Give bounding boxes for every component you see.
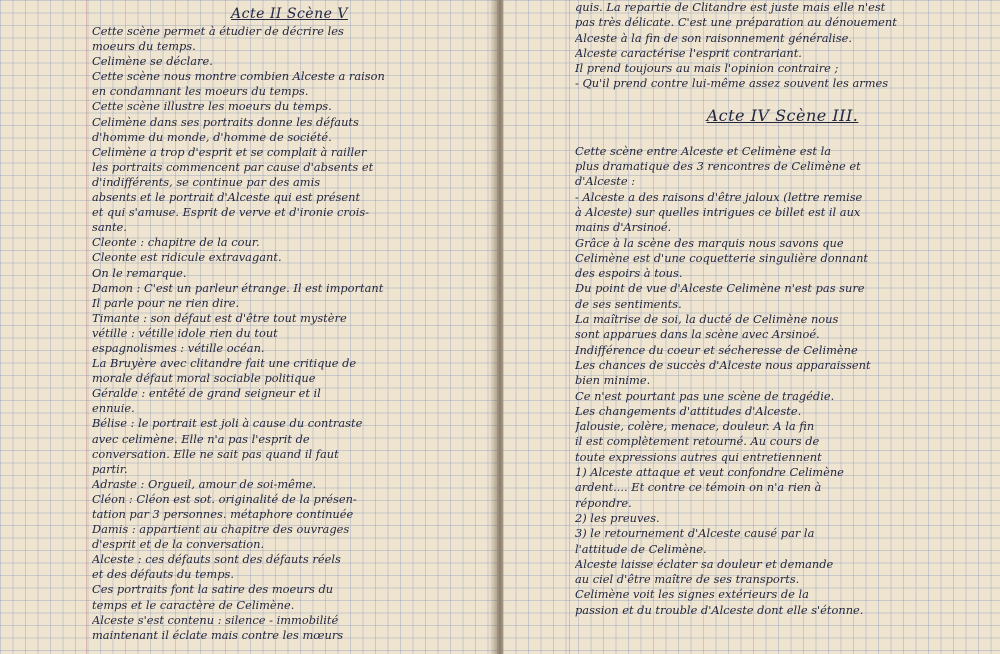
- handwritten-line: Ce n'est pourtant pas une scène de tragédie.: [575, 388, 835, 403]
- handwritten-line: Damis : appartient au chapitre des ouvrages: [92, 522, 350, 537]
- handwritten-line: passion et du trouble d'Alceste dont elle s'étonne.: [575, 602, 864, 617]
- handwritten-line: Timante : son défaut est d'être tout mystère: [92, 310, 347, 325]
- handwritten-line: absents et le portrait d'Alceste qui est présent: [92, 190, 361, 205]
- handwritten-line: ennuie.: [92, 401, 135, 416]
- handwritten-line: Celimène est d'une coquetterie singulière donnant: [575, 250, 868, 265]
- handwritten-line: Adraste : Orgueil, amour de soi-même.: [92, 476, 317, 491]
- handwritten-line: sont apparues dans la scène avec Arsinoé.: [575, 327, 820, 342]
- handwritten-line: pas très délicate. C'est une préparation au dénouement: [575, 15, 897, 30]
- handwritten-line: répondre.: [575, 495, 632, 510]
- handwritten-line: Celimène se déclare.: [92, 54, 213, 69]
- handwritten-line: - Alceste a des raisons d'être jaloux (lettre remise: [575, 189, 863, 204]
- handwritten-line: maintenant il éclate mais contre les mœurs: [92, 627, 344, 642]
- handwritten-line: plus dramatique des 3 rencontres de Celimène et: [575, 159, 861, 174]
- handwritten-line: et qui s'amuse. Esprit de verve et d'ironie crois-: [92, 205, 370, 220]
- handwritten-line: sante.: [92, 220, 127, 235]
- handwritten-line: des espoirs à tous.: [575, 266, 683, 281]
- handwritten-line: toute expressions autres qui entretiennent: [575, 449, 822, 464]
- handwritten-line: conversation. Elle ne sait pas quand il faut: [92, 446, 339, 461]
- handwritten-line: Cette scène permet à étudier de décrire les: [92, 24, 344, 38]
- right-continuation-block: [575, 0, 990, 92]
- handwritten-line: d'esprit et de la conversation.: [92, 537, 265, 552]
- handwritten-line: morale défaut moral sociable politique: [92, 371, 316, 386]
- handwritten-line: en condamnant les moeurs du temps.: [92, 84, 309, 99]
- handwritten-line: à Alceste) sur quelles intrigues ce billet est il aux: [575, 204, 861, 219]
- handwritten-line: Celimène a trop d'esprit et se complait à railler: [92, 144, 367, 159]
- handwritten-line: vétille : vétille idole rien du tout: [92, 325, 278, 340]
- handwritten-line: Cléon : Cléon est sot. originalité de la présen-: [92, 491, 357, 506]
- handwritten-line: Ces portraits font la satire des moeurs du: [92, 582, 334, 597]
- handwritten-line: d'Alceste :: [575, 174, 636, 189]
- right-heading: Acte IV Scène III.: [706, 105, 859, 125]
- handwritten-line: partir.: [92, 461, 128, 476]
- handwritten-line: On le remarque.: [92, 265, 187, 280]
- handwritten-line: Alceste à la fin de son raisonnement généralise.: [575, 30, 853, 45]
- handwritten-line: Les chances de succès d'Alceste nous apparaissent: [575, 357, 871, 372]
- handwritten-line: Géralde : entêté de grand seigneur et il: [92, 386, 321, 401]
- handwritten-line: Damon : C'est un parleur étrange. Il est important: [92, 280, 384, 295]
- handwritten-line: mains d'Arsinoé.: [575, 220, 672, 235]
- handwritten-line: Cette scène nous montre combien Alceste a raison: [92, 69, 385, 84]
- handwritten-line: Du point de vue d'Alceste Celimène n'est pas sure: [575, 281, 865, 296]
- handwritten-line: Il prend toujours au mais l'opinion contraire ;: [575, 61, 839, 76]
- handwritten-line: 2) les preuves.: [575, 510, 660, 525]
- handwritten-line: quis. La repartie de Clitandre est juste mais elle n'est: [575, 0, 886, 14]
- handwritten-line: Cette scène entre Alceste et Celimène est la: [575, 143, 832, 158]
- handwritten-line: Jalousie, colère, menace, douleur. A la fin: [575, 419, 815, 434]
- handwritten-line: ardent.... Et contre ce témoin on n'a rien à: [575, 480, 822, 495]
- handwritten-line: La maîtrise de soi, la ducté de Celimène nous: [575, 312, 839, 327]
- handwritten-line: d'homme du monde, d'homme de société.: [92, 129, 332, 144]
- handwritten-line: Bélise : le portrait est joli à cause du contraste: [92, 416, 363, 431]
- left-text-block: [92, 24, 487, 643]
- handwritten-line: 3) le retournement d'Alceste causé par la: [575, 526, 815, 541]
- handwritten-line: Il parle pour ne rien dire.: [92, 295, 240, 310]
- right-page: [503, 0, 1000, 654]
- handwritten-line: il est complètement retourné. Au cours de: [575, 434, 820, 449]
- left-margin-line: [86, 0, 87, 654]
- handwritten-line: l'attitude de Celimène.: [575, 541, 707, 556]
- handwritten-line: Cleonte est ridicule extravagant.: [92, 250, 282, 265]
- handwritten-line: les portraits commencent par cause d'absents et: [92, 159, 374, 174]
- handwritten-line: Celimène voit les signes extérieurs de la: [575, 587, 809, 602]
- right-text-block: [575, 144, 990, 618]
- handwritten-line: bien minime.: [575, 373, 651, 388]
- handwritten-line: Cleonte : chapitre de la cour.: [92, 235, 260, 250]
- handwritten-line: au ciel d'être maître de ses transports.: [575, 572, 800, 587]
- right-margin-line: [569, 0, 570, 654]
- handwritten-line: et des défauts du temps.: [92, 567, 234, 582]
- handwritten-line: 1) Alceste attaque et veut confondre Celimène: [575, 465, 844, 480]
- left-heading: Acte II Scène V: [231, 6, 348, 22]
- handwritten-line: de ses sentiments.: [575, 296, 682, 311]
- handwritten-line: La Bruyère avec clitandre fait une critique de: [92, 356, 357, 371]
- handwritten-line: Celimène dans ses portraits donne les défauts: [92, 114, 359, 129]
- handwritten-line: temps et le caractère de Celimène.: [92, 597, 295, 612]
- handwritten-line: tation par 3 personnes. métaphore continuée: [92, 507, 354, 521]
- handwritten-line: Indifférence du coeur et sécheresse de Celimène: [575, 342, 858, 357]
- handwritten-line: Alceste laisse éclater sa douleur et demande: [575, 556, 834, 571]
- handwritten-line: moeurs du temps.: [92, 39, 196, 54]
- handwritten-line: Les changements d'attitudes d'Alceste.: [575, 403, 802, 418]
- handwritten-line: espagnolismes : vétille océan.: [92, 340, 265, 355]
- handwritten-line: Alceste caractérise l'esprit contrariant.: [575, 45, 802, 60]
- handwritten-line: avec celimène. Elle n'a pas l'esprit de: [92, 431, 310, 446]
- handwritten-line: Grâce à la scène des marquis nous savons que: [575, 235, 844, 250]
- handwritten-line: d'indifférents, se continue par des amis: [92, 174, 321, 189]
- handwritten-line: Cette scène illustre les moeurs du temps.: [92, 99, 332, 114]
- handwritten-line: - Qu'il prend contre lui-même assez souvent les armes: [575, 76, 889, 91]
- left-page: [0, 0, 497, 654]
- handwritten-line: Alceste s'est contenu : silence - immobilité: [92, 612, 339, 627]
- handwritten-line: Alceste : ces défauts sont des défauts réels: [92, 552, 341, 567]
